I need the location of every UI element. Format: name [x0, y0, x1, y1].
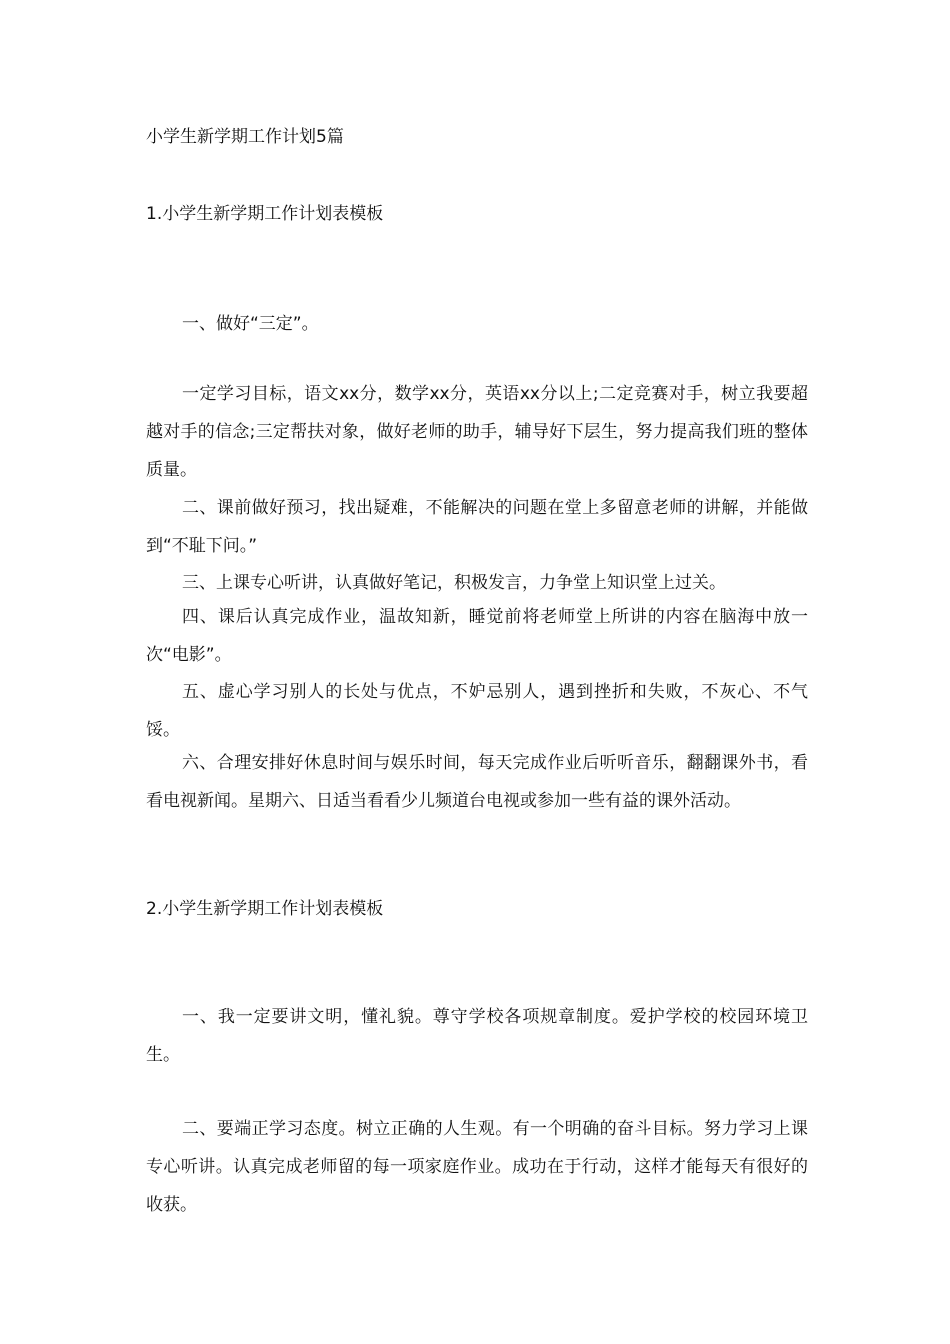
section-heading-1: 1.小学生新学期工作计划表模板: [146, 204, 384, 224]
document-title: 小学生新学期工作计划5篇: [146, 127, 344, 147]
paragraph: 二、要端正学习态度。树立正确的人生观。有一个明确的奋斗目标。努力学习上课专心听讲。认真完成老师留的每一项家庭作业。成功在于行动，这样才能每天有很好的收获。: [146, 1119, 808, 1215]
section-heading-2: 2.小学生新学期工作计划表模板: [146, 899, 384, 919]
paragraph: 一定学习目标，语文xx分，数学xx分，英语xx分以上;二定竞赛对手，树立我要超越对手的信念;三定帮扶对象，做好老师的助手，辅导好下层生，努力提高我们班的整体质量。: [146, 384, 808, 480]
paragraph: 一、我一定要讲文明，懂礼貌。尊守学校各项规章制度。爱护学校的校园环境卫生。: [146, 1007, 808, 1065]
paragraph: 五、虚心学习别人的长处与优点，不妒忌别人，遇到挫折和失败，不灰心、不气馁。: [146, 682, 808, 740]
paragraph: 四、课后认真完成作业，温故知新，睡觉前将老师堂上所讲的内容在脑海中放一次“电影”。: [146, 607, 808, 665]
paragraph: 二、课前做好预习，找出疑难，不能解决的问题在堂上多留意老师的讲解，并能做到“不耻下问。”: [146, 498, 808, 556]
paragraph: 一、做好“三定”。: [182, 314, 319, 334]
paragraph: 六、合理安排好休息时间与娱乐时间，每天完成作业后听听音乐，翻翻课外书，看看电视新闻。星期六、日适当看看少儿频道台电视或参加一些有益的课外活动。: [146, 753, 808, 811]
paragraph: 三、上课专心听讲，认真做好笔记，积极发言，力争堂上知识堂上过关。: [182, 573, 726, 593]
